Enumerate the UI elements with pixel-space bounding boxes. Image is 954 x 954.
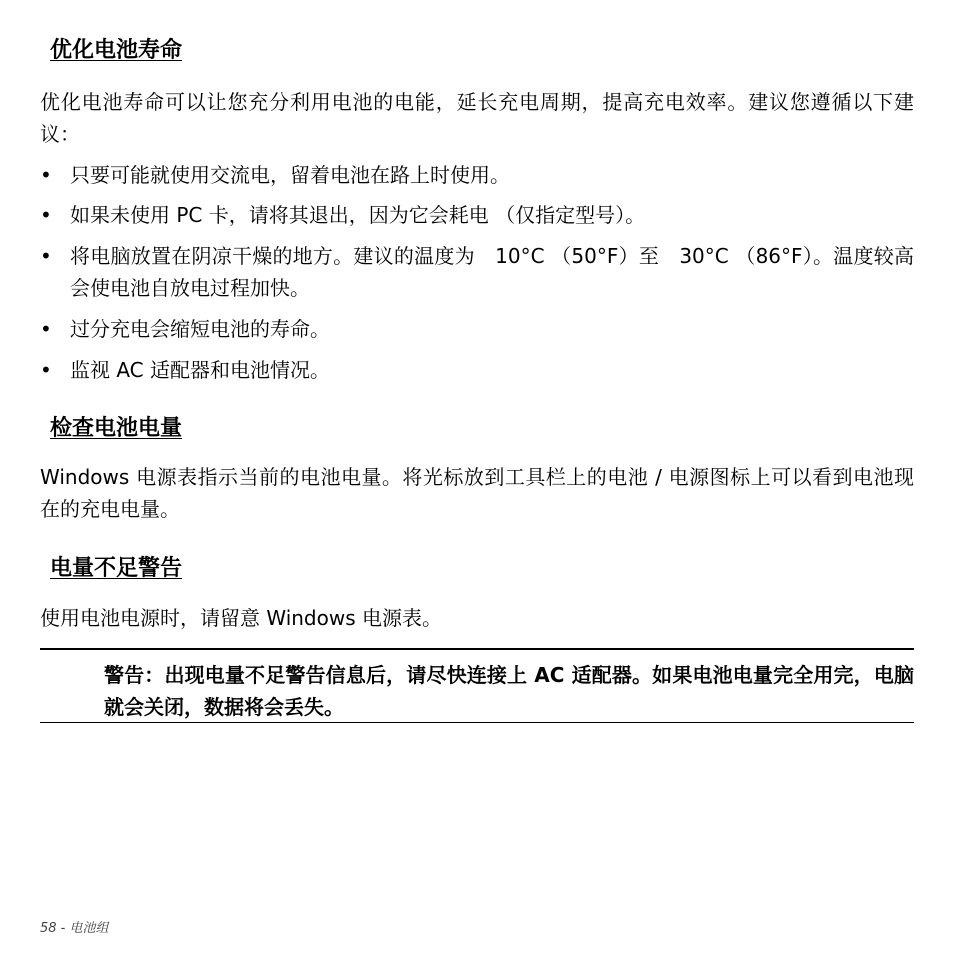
warning-note: 警告：出现电量不足警告信息后，请尽快连接上 AC 适配器。如果电池电量完全用完，电脑就会关闭，数据将会丢失。	[104, 663, 914, 719]
bullet-point: •	[40, 317, 52, 341]
section-heading-check-battery-level: 检查电池电量	[50, 416, 183, 441]
list-item-text: 过分充电会缩短电池的寿命。	[70, 317, 330, 341]
bullet-point: •	[40, 203, 52, 227]
low-battery-paragraph: 使用电池电源时，请留意 Windows 电源表。	[40, 606, 442, 630]
list-item	[40, 159, 914, 191]
list-item-text: 监视 AC 适配器和电池情况。	[70, 358, 331, 382]
list-item	[40, 354, 914, 386]
section-heading-low-battery-warning: 电量不足警告	[50, 556, 183, 581]
list-item-text: 如果未使用 PC 卡，请将其退出，因为它会耗电 （仅指定型号）。	[70, 203, 646, 227]
page-footer: 58 - 电池组	[40, 921, 109, 936]
list-item-text: 将电脑放置在阴凉干燥的地方。建议的温度为 10°C （50°F）至 30°C （86°F）。温度较高会使电池自放电过程加快。	[70, 244, 914, 300]
list-item	[40, 199, 914, 231]
intro-paragraph: 优化电池寿命可以让您充分利用电池的电能，延长充电周期，提高充电效率。建议您遵循以下建议：	[40, 90, 914, 146]
bullet-point: •	[40, 358, 52, 382]
battery-level-paragraph: Windows 电源表指示当前的电池电量。将光标放到工具栏上的电池 / 电源图标上可以看到电池现在的充电电量。	[40, 465, 914, 521]
warning-bottom-rule	[40, 722, 914, 723]
list-item	[40, 240, 914, 304]
bullet-point: •	[40, 244, 52, 268]
warning-top-rule	[40, 648, 914, 650]
list-item-text: 只要可能就使用交流电，留着电池在路上时使用。	[70, 163, 510, 187]
bullet-point: •	[40, 163, 52, 187]
list-item	[40, 313, 914, 345]
section-heading-optimize-battery-life: 优化电池寿命	[50, 38, 183, 63]
